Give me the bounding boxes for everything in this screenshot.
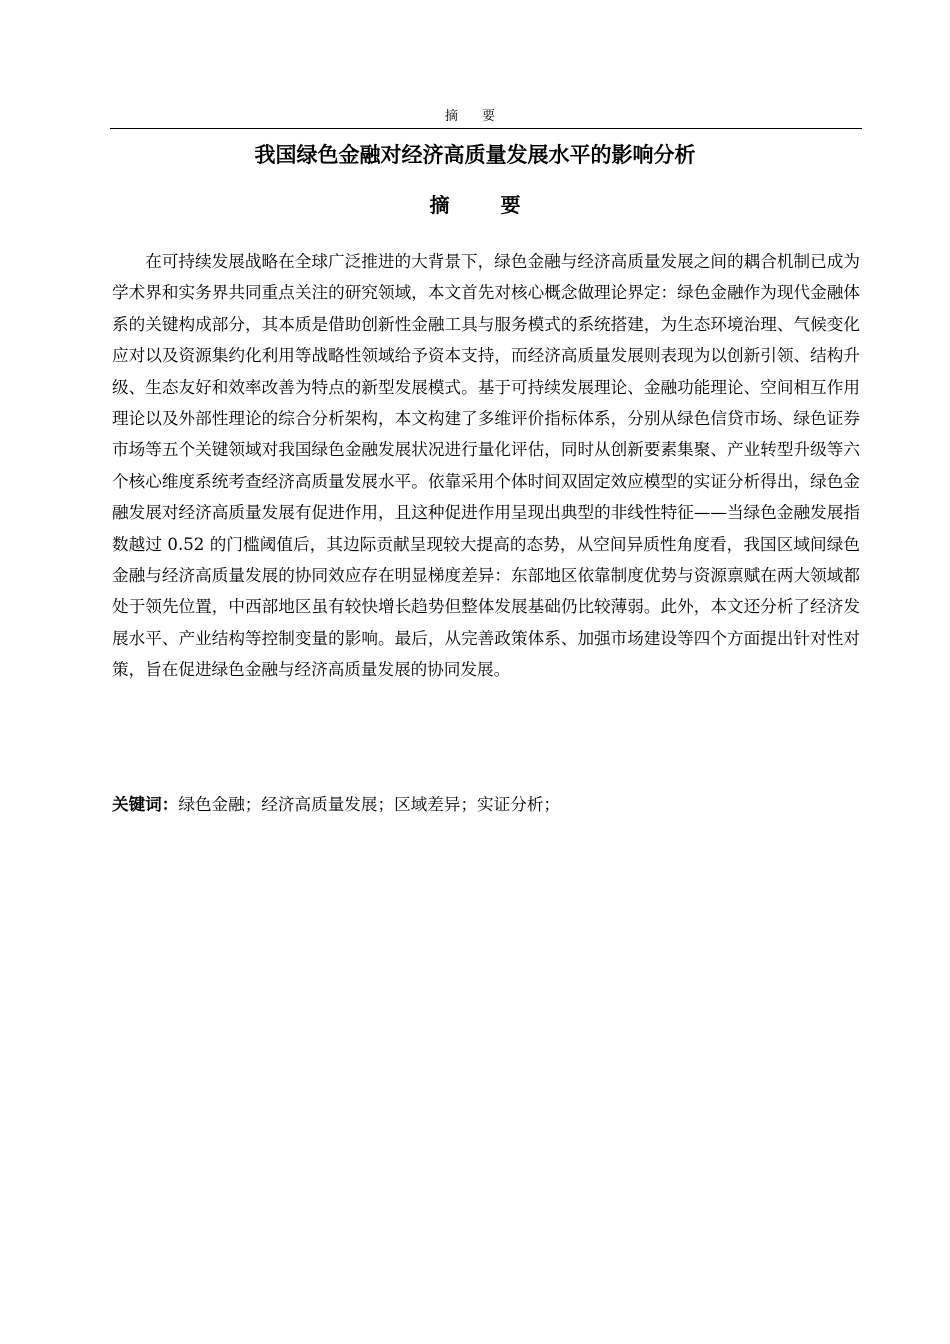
abstract-paragraph: 在可持续发展战略在全球广泛推进的大背景下，绿色金融与经济高质量发展之间的耦合机制已成为学术界和实务界共同重点关注的研究领域，本文首先对核心概念做理论界定：绿色金融作为现代金融体系的关键构成部分，其本质是借助创新性金融工具与服务模式的系统搭建，为生态环境治理、气候变化应对以及资源集约化利用等战略性领域给予资本支持，而经济高质量发展则表现为以创新引领、结构升级、生态友好和效率改善为特点的新型发展模式。基于可持续发展理论、金融功能理论、空间相互作用理论以及外部性理论的综合分析架构，本文构建了多维评价指标体系，分别从绿色信贷市场、绿色证券市场等五个关键领域对我国绿色金融发展状况进行量化评估，同时从创新要素集聚、产业转型升级等六个核心维度系统考查经济高质量发展水平。依靠采用个体时间双固定效应模型的实证分析得出，绿色金融发展对经济高质量发展有促进作用，且这种促进作用呈现出典型的非线性特征——当绿色金融发展指数越过 0.52 的门槛阈值后，其边际贡献呈现较大提高的态势，从空间异质性角度看，我国区域间绿色金融与经济高质量发展的协同效应存在明显梯度差异：东部地区依靠制度优势与资源禀赋在两大领域都处于领先位置，中西部地区虽有较快增长趋势但整体发展基础仍比较薄弱。此外，本文还分析了经济发展水平、产业结构等控制变量的影响。最后，从完善政策体系、加强市场建设等四个方面提出针对性对策，旨在促进绿色金融与经济高质量发展的协同发展。: [112, 252, 860, 680]
abstract-heading: 摘 要: [429, 193, 543, 217]
running-header: 摘 要: [444, 109, 506, 124]
document-title: 我国绿色金融对经济高质量发展水平的影响分析: [254, 143, 696, 167]
keywords-list: 绿色金融；经济高质量发展；区域差异；实证分析；: [178, 795, 561, 814]
keywords-label: 关键词：: [112, 795, 179, 814]
header-divider: [110, 128, 862, 129]
keywords-line: [112, 790, 860, 820]
